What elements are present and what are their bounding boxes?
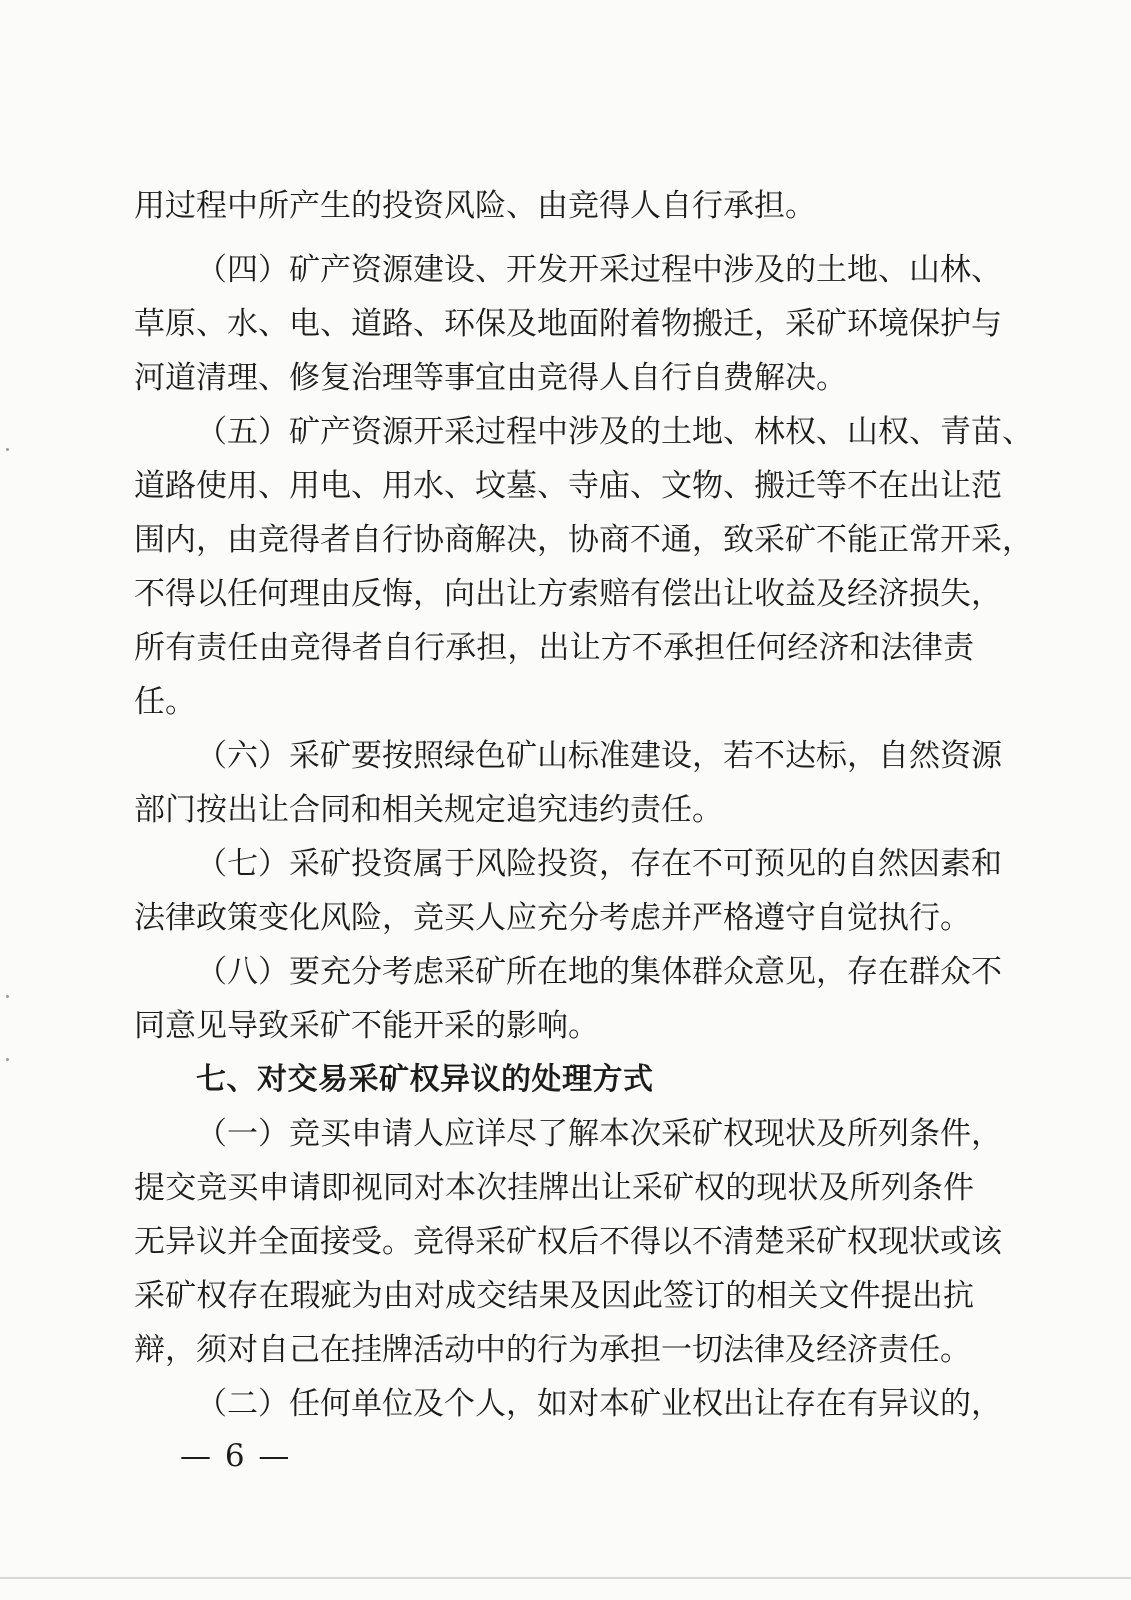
paragraph-line: （一）竞买申请人应详尽了解本次采矿权现状及所列条件， (196, 1116, 1002, 1152)
scan-speck (6, 1058, 9, 1061)
scan-speck (6, 995, 9, 998)
paragraph-line: 同意见导致采矿不能开采的影响。 (134, 1008, 599, 1044)
paragraph-line: 所有责任由竞得者自行承担，出让方不承担任何经济和法律责 (134, 630, 974, 666)
paragraph-line: 提交竞买申请即视同对本次挂牌出让采矿权的现状及所列条件 (134, 1170, 974, 1206)
paragraph-line: 采矿权存在瑕疵为由对成交结果及因此签订的相关文件提出抗 (134, 1278, 974, 1314)
paragraph-line: （四）矿产资源建设、开发开采过程中涉及的土地、山林、 (196, 252, 1002, 288)
paragraph-line: （二）任何单位及个人，如对本矿业权出让存在有异议的， (196, 1386, 1002, 1422)
paragraph-line: 河道清理、修复治理等事宜由竞得人自行自费解决。 (134, 360, 847, 396)
paragraph-line: 用过程中所产生的投资风险、由竞得人自行承担。 (134, 188, 816, 224)
paragraph-line: （六）采矿要按照绿色矿山标准建设，若不达标，自然资源 (196, 738, 1002, 774)
paragraph-line: 围内，由竞得者自行协商解决，协商不通，致采矿不能正常开采， (134, 522, 1033, 558)
scan-edge-line (0, 1577, 1131, 1579)
paragraph-line: 道路使用、用电、用水、坟墓、寺庙、文物、搬迁等不在出让范 (134, 468, 1002, 504)
paragraph-line: （五）矿产资源开采过程中涉及的土地、林权、山权、青苗、 (196, 414, 1033, 450)
paragraph-line: 无异议并全面接受。竞得采矿权后不得以不清楚采矿权现状或该 (134, 1224, 1002, 1260)
paragraph-line: 草原、水、电、道路、环保及地面附着物搬迁，采矿环境保护与 (134, 306, 1002, 342)
paragraph-line: 不得以任何理由反悔，向出让方索赔有偿出让收益及经济损失， (134, 576, 1002, 612)
paragraph-line: （八）要充分考虑采矿所在地的集体群众意见，存在群众不 (196, 954, 1002, 990)
section-heading: 七、对交易采矿权异议的处理方式 (196, 1062, 654, 1097)
paragraph-line: 部门按出让合同和相关规定追究违约责任。 (134, 792, 723, 828)
paragraph-line: 法律政策变化风险，竞买人应充分考虑并严格遵守自觉执行。 (134, 900, 971, 936)
paragraph-line: 任。 (134, 684, 196, 720)
page-number: — 6 — (180, 1438, 292, 1474)
paragraph-line: （七）采矿投资属于风险投资，存在不可预见的自然因素和 (196, 846, 1002, 882)
paragraph-line: 辩，须对自己在挂牌活动中的行为承担一切法律及经济责任。 (134, 1332, 971, 1368)
scan-speck (6, 448, 9, 451)
